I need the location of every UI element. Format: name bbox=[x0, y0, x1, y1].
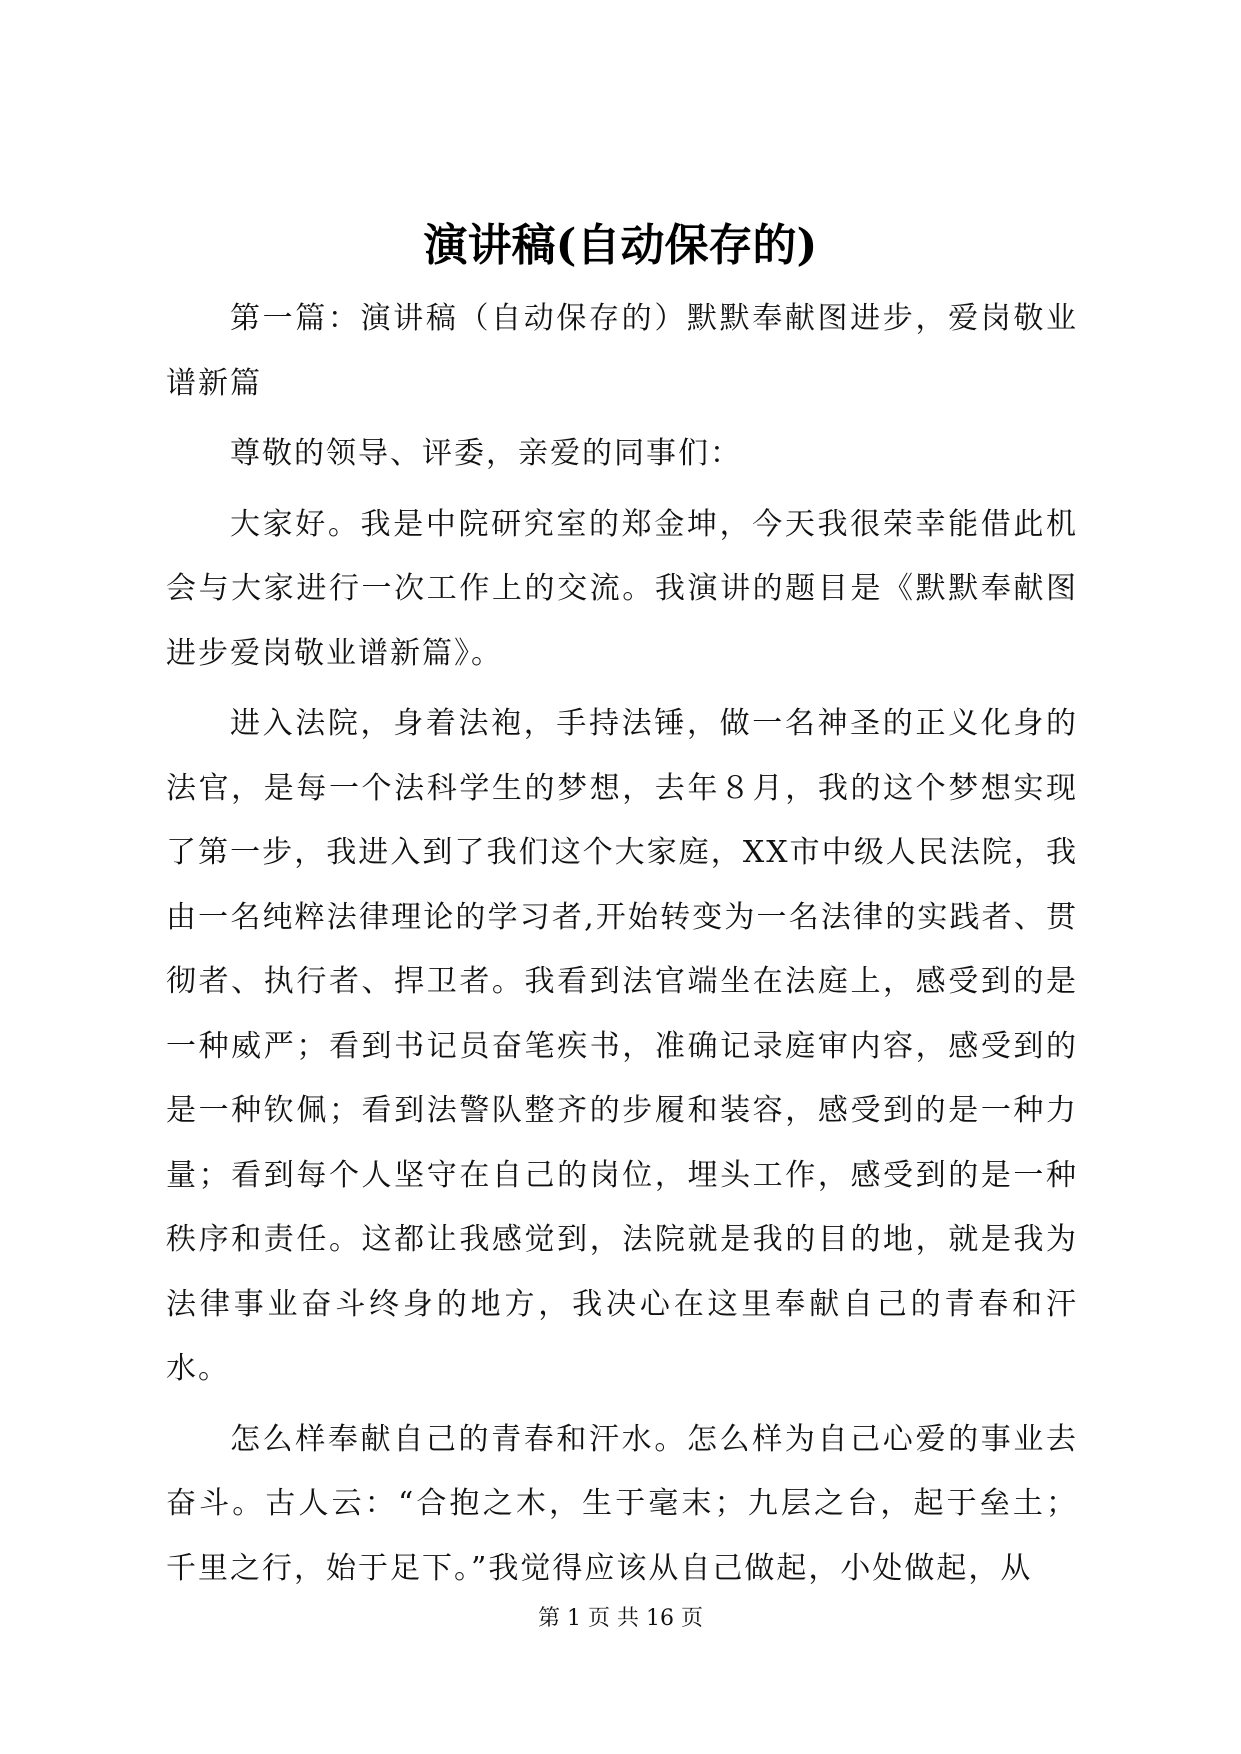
paragraph-greeting: 大家好。我是中院研究室的郑金坤，今天我很荣幸能借此机会与大家进行一次工作上的交流。我演讲的题目是《默默奉献图进步爱岗敬业谱新篇》。 bbox=[166, 506, 1078, 671]
document-title: 演讲稿(自动保存的) bbox=[423, 220, 818, 271]
page-number-footer: 第 1 页 共 16 页 bbox=[538, 1606, 703, 1631]
paragraph-salutation: 尊敬的领导、评委，亲爱的同事们： bbox=[230, 436, 742, 471]
document-body bbox=[166, 287, 1078, 1607]
paragraph-heading: 第一篇：演讲稿（自动保存的）默默奉献图进步，爱岗敬业谱新篇 bbox=[166, 301, 1078, 401]
paragraph-dedication: 怎么样奉献自己的青春和汗水。怎么样为自己心爱的事业去奋斗。古人云：“合抱之木，生于毫末；九层之台，起于垒土；千里之行，始于足下。”我觉得应该从自己做起，小处做起，从 bbox=[166, 1421, 1078, 1586]
paragraph-court-experience: 进入法院，身着法袍，手持法锤，做一名神圣的正义化身的法官，是每一个法科学生的梦想，去年８月，我的这个梦想实现了第一步，我进入到了我们这个大家庭，XX市中级人民法院，我由一名纯粹法律理论的学习者,开始转变为一名法律的实践者、贯彻者、执行者、捍卫者。我看到法官端坐在法庭上，感受到的是一种威严；看到书记员奋笔疾书，准确记录庭审内容，感受到的是一种钦佩；看到法警队整齐的步履和装容，感受到的是一种力量；看到每个人坚守在自己的岗位，埋头工作，感受到的是一种秩序和责任。这都让我感觉到，法院就是我的目的地，就是我为法律事业奋斗终身的地方，我决心在这里奉献自己的青春和汗水。 bbox=[166, 706, 1078, 1386]
